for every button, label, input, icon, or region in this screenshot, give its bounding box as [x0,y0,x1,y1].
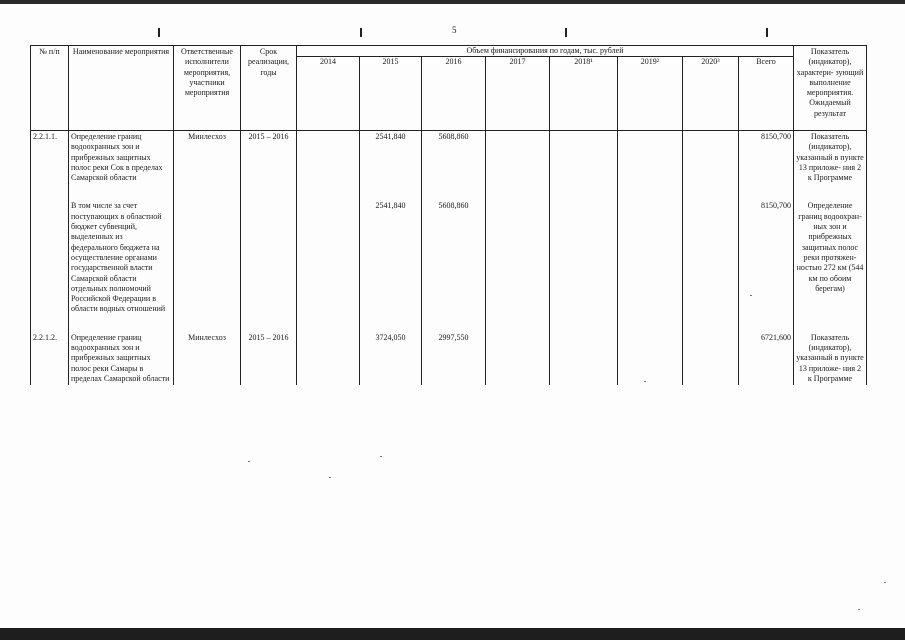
header-responsible: Ответственные исполнители мероприятия, участники мероприятия [174,46,241,131]
row-2016: 5608,860 [422,200,486,315]
scan-bottom-edge [0,628,905,640]
row-term: 2015 – 2016 [241,332,297,385]
column-mark [158,28,160,37]
row-num [31,200,69,315]
row-2014 [297,332,360,385]
column-mark [766,28,768,37]
scan-speck [884,582,886,583]
header-year-2017: 2017 [486,57,550,131]
scan-speck [858,609,860,610]
row-2020 [683,131,739,185]
row-indicator: Определение границ водоохран- ных зон и прибрежных защитных полос реки протяжен- ностью 272 км (544 км по обоим берегам) [794,200,867,315]
header-year-2019: 2019² [618,57,683,131]
row-2017 [486,200,550,315]
row-2018 [550,131,618,185]
row-total: 8150,700 [739,200,794,315]
table-row [31,332,867,385]
header-year-2020: 2020³ [683,57,739,131]
row-responsible: Минлесхоз [174,131,241,185]
row-indicator: Показатель (индикатор), указанный в пункте 13 приложе- ния 2 к Программе [794,332,867,385]
row-2019 [618,332,683,385]
table-row [31,131,867,185]
header-year-2015: 2015 [360,57,422,131]
row-2020 [683,332,739,385]
row-2014 [297,131,360,185]
row-term: 2015 – 2016 [241,131,297,185]
row-indicator: Показатель (индикатор), указанный в пункте 13 приложе- ния 2 к Программе [794,131,867,185]
row-2018 [550,332,618,385]
row-2019 [618,200,683,315]
header-indicator: Показатель (индикатор), характери- зующий выполнение мероприятия. Ожидаемый результат [794,46,867,131]
page-number: 5 [452,25,457,35]
scan-speck [750,295,752,296]
row-2015: 3724,050 [360,332,422,385]
row-name: В том числе за счет поступающих в областной бюджет субвенций, выделенных из федерального бюджета на осуществление органами государственной власти Самарской области отдельных полномочий Российской Федерации в области водных отношений [69,200,174,315]
row-2020 [683,200,739,315]
header-name: Наименование мероприятия [69,46,174,131]
header-year-2016: 2016 [422,57,486,131]
row-2014 [297,200,360,315]
row-total: 6721,600 [739,332,794,385]
row-2015: 2541,840 [360,200,422,315]
row-num: 2.2.1.2. [31,332,69,385]
scan-speck [248,461,250,462]
row-2017 [486,332,550,385]
column-mark [565,28,567,37]
row-2016: 2997,550 [422,332,486,385]
column-mark [360,28,362,37]
row-responsible: Минлесхоз [174,332,241,385]
scan-top-edge [0,0,905,4]
table-row [31,200,867,315]
header-year-2018: 2018¹ [550,57,618,131]
header-num: № п/п [31,46,69,131]
row-name: Определение границ водоохранных зон и прибрежных защитных полос реки Самары в пределах Самарской области [69,332,174,385]
row-responsible [174,200,241,315]
row-2016: 5608,860 [422,131,486,185]
header-total: Всего [739,57,794,131]
row-2019 [618,131,683,185]
row-2017 [486,131,550,185]
scan-speck [380,456,382,457]
row-total: 8150,700 [739,131,794,185]
header-financing: Объем финансирования по годам, тыс. рублей [297,46,794,57]
row-2018 [550,200,618,315]
row-name: Определение границ водоохранных зон и прибрежных защитных полос реки Сок в пределах Самарской области [69,131,174,185]
scan-speck [329,477,331,478]
row-term [241,200,297,315]
row-num: 2.2.1.1. [31,131,69,185]
financing-table [30,45,867,385]
header-term: Срок реализации, годы [241,46,297,131]
scan-speck [644,381,646,382]
header-year-2014: 2014 [297,57,360,131]
row-2015: 2541,840 [360,131,422,185]
